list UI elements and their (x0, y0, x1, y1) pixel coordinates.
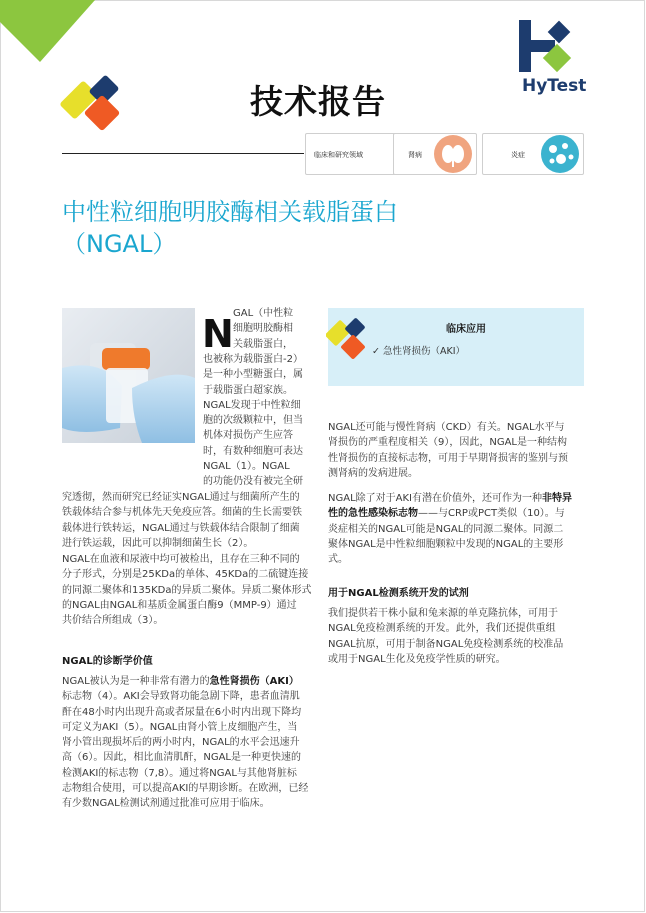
text-line: 时，有数种细胞可表达 (203, 445, 303, 457)
tag-label: 肾病 (408, 151, 422, 159)
text-line: 分子形式，分别是25KDa的单体、45KDa的二硫键连接 (62, 569, 309, 581)
text-line: 进行铁运载，因此可以抑制细菌生长（2）。 (62, 537, 254, 549)
paragraph-ckd (328, 420, 584, 481)
text-line: NGAL抗原，可用于制备NGAL免疫检测系统的校准品 (328, 638, 564, 650)
text-line: 高（6）。因此，相比血清肌酐，NGAL是一种更快速的 (62, 752, 302, 764)
text-line: 测肾病的发病进展。 (328, 467, 418, 479)
text-line: NGAL在血液和尿液中均可被检出，且存在三种不同的 (62, 554, 300, 565)
text-line: 也被称为载脂蛋白-2） (203, 354, 303, 365)
text-line (328, 506, 584, 521)
drop-cap: N (202, 312, 234, 356)
text-line: 的功能仍没有被完全研 (203, 476, 303, 488)
box-title: 临床应用 (446, 324, 486, 335)
text-line: 炎症相关的NGAL可能是NGAL的同源二聚体。同源二 (328, 523, 564, 535)
text-line: 机体对损伤产生应答 (203, 430, 293, 442)
text-line: 胞的次级颗粒中，但当 (203, 415, 303, 427)
corner-decoration (0, 0, 140, 140)
text-line: 共价结合所组成（3）。 (62, 615, 164, 627)
text-line: 性肾损伤的直接标志物，可用于早期肾损害的鉴别与预 (328, 452, 568, 464)
heading-line-1: 中性粒细胞明胶酶相关载脂蛋白 (62, 198, 398, 226)
hytest-logo-mark (517, 18, 577, 76)
text-line: 聚体NGAL是中性粒细胞颗粒中发现的NGAL的主要形 (328, 538, 564, 550)
text-line: 检测AKI的标志物（7,8）。通过将NGAL与其他肾脏标 (62, 767, 297, 779)
text-line: 载体进行铁转运，NGAL通过与铁载体结合限制了细菌 (62, 522, 300, 534)
text-line: NGAL发现于中性粒细 (203, 399, 301, 411)
paragraph-diagnostic (62, 674, 320, 812)
box-item (372, 343, 465, 357)
tag-label: 临床和研究领域 (314, 151, 363, 159)
text-line: 细胞明胶酶相 (233, 323, 293, 335)
section-heading-diagnostic: NGAL的诊断学价值 (62, 656, 153, 667)
paragraph-reagents (328, 606, 584, 667)
intro-narrow-2 (203, 352, 313, 490)
text-line: 我们提供若干株小鼠和兔来源的单克隆抗体，可用于 (328, 608, 558, 619)
text-line: NGAL（1）。NGAL (203, 461, 290, 473)
text-line: GAL（中性粒 (233, 308, 294, 319)
text-line: 有少数NGAL检测试剂通过批准可应用于临床。 (62, 798, 270, 810)
header-divider (62, 153, 304, 154)
heading-line-2: （NGAL） (62, 230, 177, 258)
text-line: 志物组合使用，可以提高AKI的早期诊断。在欧洲，已经 (62, 783, 309, 795)
text-line: 铁载体结合参与机体先天免疫应答。细菌的生长需要铁 (62, 507, 302, 519)
text-run: NGAL除了对于AKI有潜在价值外，还可作为一种 (328, 493, 542, 504)
tag-inflammation (482, 133, 584, 175)
text-line: 是一种小型糖蛋白，属 (203, 369, 303, 381)
text-line: 于载脂蛋白超家族。 (203, 384, 293, 396)
tag-label: 炎症 (511, 151, 525, 159)
green-shape (0, 0, 95, 62)
paragraph-molecular-forms (62, 552, 320, 628)
bold-term: 急性肾损伤（AKI） (209, 676, 299, 687)
text-run: ——与CRP或PCT类似（10）。与 (418, 508, 565, 520)
text-line: 或用于NGAL生化及免疫学性质的研究。 (328, 653, 506, 665)
text-line: 的同源二聚体和135KDa的异质二聚体。异质二聚体形式 (62, 584, 312, 596)
bold-term: 性的急性感染标志物 (328, 508, 418, 520)
text-line: 酐在48小时内出现升高或者尿量在6小时内出现下降均 (62, 706, 302, 718)
tag-clinical-research (305, 133, 405, 175)
hytest-logo-text: HyTest (522, 76, 587, 96)
inflammation-cells-icon (541, 135, 579, 173)
bold-term: 非特异 (542, 493, 572, 504)
lab-photo (62, 308, 195, 443)
text-line: 的NGAL由NGAL和基质金属蛋白酶9（MMP-9）通过 (62, 599, 297, 611)
text-line: 可定义为AKI（5）。NGAL由肾小管上皮细胞产生，当 (62, 721, 298, 733)
kidney-icon (434, 135, 472, 173)
text-run: NGAL被认为是一种非常有潜力的 (62, 676, 210, 687)
check-icon: ✓ (372, 346, 383, 357)
article-heading (62, 196, 398, 260)
text-line: 标志物（4）。AKI会导致肾功能急剧下降，患者血清肌 (62, 691, 300, 703)
intro-narrow-1 (233, 306, 311, 352)
intro-paragraph-rest (62, 490, 320, 551)
section-heading-reagents: 用于NGAL检测系统开发的试剂 (328, 588, 469, 599)
text-line: 肾损伤的严重程度相关（9），因此，NGAL是一种结构 (328, 437, 568, 449)
page-title: 技术报告 (250, 82, 386, 121)
box-decoration (326, 312, 372, 376)
tag-kidney (393, 133, 477, 175)
text-line (62, 674, 320, 689)
text-line: NGAL免疫检测系统的开发。此外，我们还提供重组 (328, 623, 556, 635)
text-line: 肾小管出现损坏后的两小时内，NGAL的水平会迅速升 (62, 737, 300, 749)
text-line: 式。 (328, 554, 348, 566)
box-item-label: 急性肾损伤（AKI） (382, 346, 466, 357)
text-line (328, 491, 584, 506)
paragraph-infection-marker (328, 491, 584, 567)
text-line: 究透彻，然而研究已经证实NGAL通过与细菌所产生的 (62, 492, 300, 503)
text-line: NGAL还可能与慢性肾病（CKD）有关。NGAL水平与 (328, 422, 565, 433)
text-line: 关载脂蛋白， (233, 338, 293, 350)
